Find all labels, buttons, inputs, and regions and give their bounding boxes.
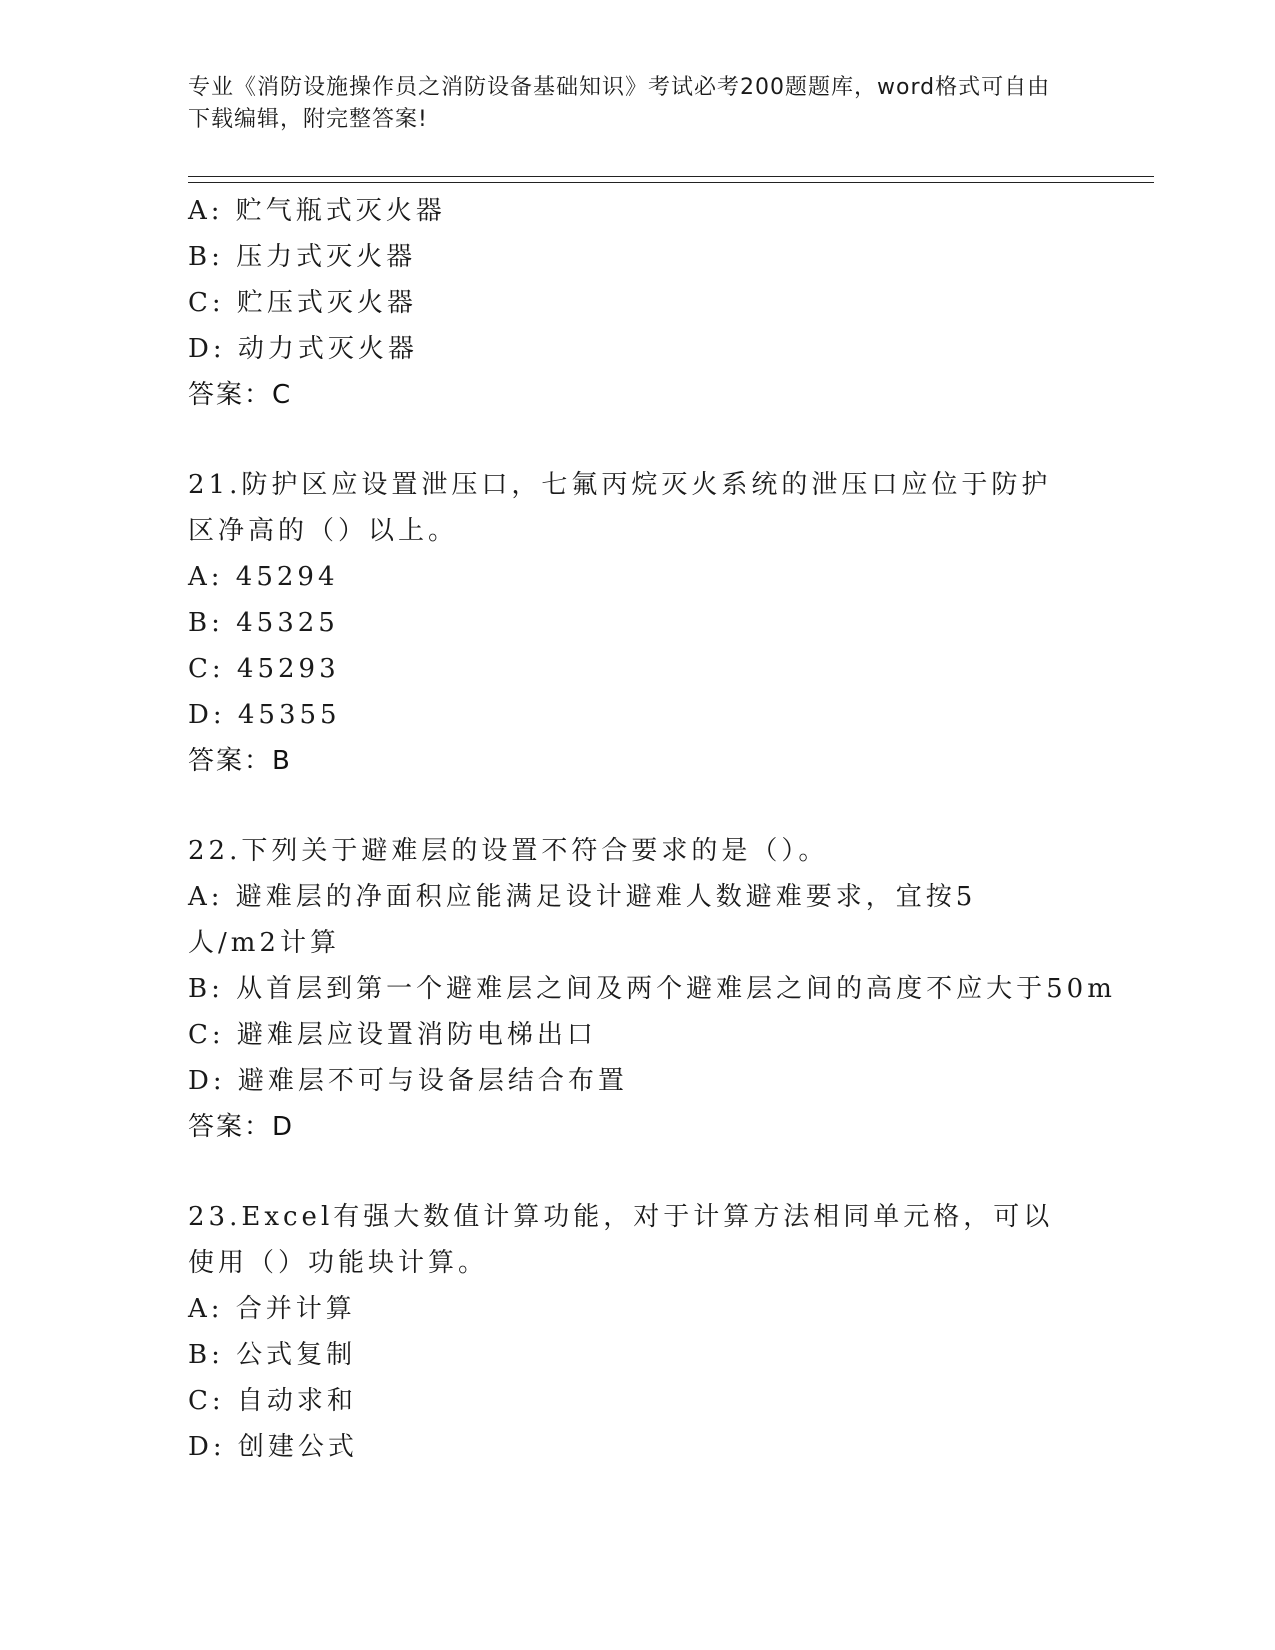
question-block-23: [188, 1194, 1068, 1470]
question-text: 21.防护区应设置泄压口，七氟丙烷灭火系统的泄压口应位于防护区净高的（）以上。: [188, 470, 1052, 546]
question-block-22: [188, 828, 1116, 1150]
option-c: C: 贮压式灭火器: [188, 288, 417, 318]
option-b: B: 压力式灭火器: [188, 242, 417, 272]
option-c: C: 自动求和: [188, 1386, 357, 1416]
answer-line: 答案：D: [188, 1112, 295, 1142]
option-b: B: 从首层到第一个避难层之间及两个避难层之间的高度不应大于50m: [188, 974, 1116, 1004]
question-block-20: [188, 188, 1068, 418]
option-c: C: 45293: [188, 654, 340, 684]
option-c: C: 避难层应设置消防电梯出口: [188, 1020, 597, 1050]
option-a: A: 避难层的净面积应能满足设计避难人数避难要求，宜按5人/m2计算: [188, 882, 977, 958]
question-block-21: [188, 462, 1068, 784]
option-d: D: 45355: [188, 700, 341, 730]
option-a: A: 合并计算: [188, 1294, 356, 1324]
option-d: D: 避难层不可与设备层结合布置: [188, 1066, 628, 1096]
option-b: B: 45325: [188, 608, 339, 638]
question-text: 22.下列关于避难层的设置不符合要求的是（）。: [188, 836, 829, 866]
document-content: [188, 188, 1116, 1470]
option-d: D: 动力式灭火器: [188, 334, 418, 364]
header-rule-bottom: [188, 182, 1154, 183]
answer-line: 答案：C: [188, 380, 293, 410]
document-header: 专业《消防设施操作员之消防设备基础知识》考试必考200题题库，word格式可自由下载编辑，附完整答案!: [188, 75, 1051, 132]
question-text: 23.Excel有强大数值计算功能，对于计算方法相同单元格，可以使用（）功能块计算。: [188, 1202, 1054, 1278]
option-d: D: 创建公式: [188, 1432, 358, 1462]
header-rule-top: [188, 176, 1154, 177]
option-a: A: 贮气瓶式灭火器: [188, 196, 446, 226]
option-b: B: 公式复制: [188, 1340, 357, 1370]
answer-line: 答案：B: [188, 746, 292, 776]
option-a: A: 45294: [188, 562, 339, 592]
